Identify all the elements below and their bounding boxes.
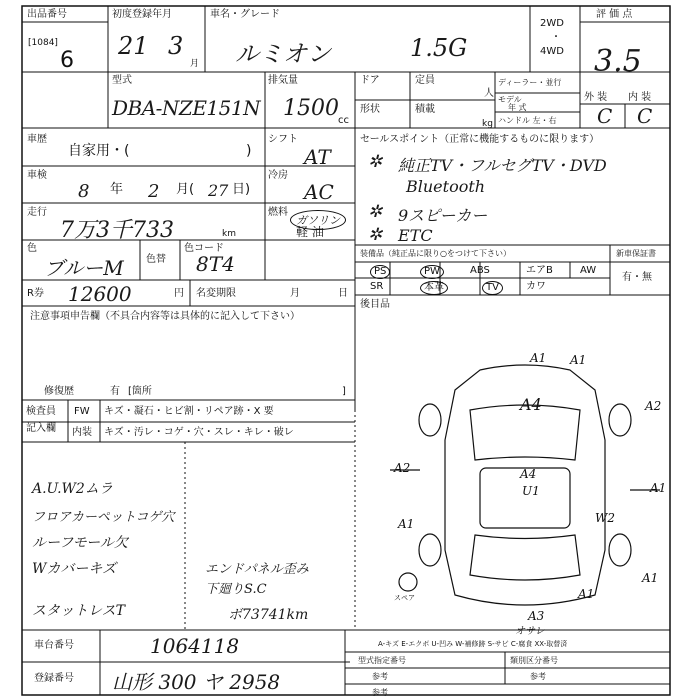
interior-grade: C xyxy=(637,104,653,128)
lot-number: 6 xyxy=(60,48,74,73)
fw-label: FW xyxy=(74,406,90,417)
chassis-label: 車台番号 xyxy=(34,640,74,651)
note-line: 下廻りS.C xyxy=(205,582,267,597)
equipment-label: 装備品（純正品に限り○をつけて下さい） xyxy=(360,249,511,258)
damage-mark: U1 xyxy=(522,484,540,498)
inspection-label: 車検 xyxy=(27,170,47,181)
color-change-label: 色替 xyxy=(146,254,166,265)
note-line: スタットレスT xyxy=(32,603,125,619)
damage-mark: W2 xyxy=(595,511,615,525)
damage-mark: オサレ xyxy=(515,626,545,637)
registration-label: 登録番号 xyxy=(34,673,74,684)
selling-star-icon: ✲ xyxy=(368,152,383,172)
warranty-label: 新車保証書 xyxy=(616,249,656,258)
inspection-year: 8 xyxy=(78,181,90,202)
damage-mark: A1 xyxy=(398,517,415,531)
damage-mark: A1 xyxy=(570,353,587,367)
drive-4wd: 4WD xyxy=(540,46,564,57)
year-label: 年 式 xyxy=(508,103,527,112)
car-grade: 1.5G xyxy=(410,34,468,62)
capacity-unit: 人 xyxy=(484,88,494,99)
equip-leather-seat: カワ xyxy=(526,281,546,292)
note-line: ボ73741km xyxy=(228,607,309,623)
color-code-value: 8T4 xyxy=(196,252,235,276)
color-value: ブルーM xyxy=(44,256,124,280)
color-code-label: 色コード xyxy=(184,243,224,254)
reference-label: 参考 xyxy=(530,672,546,681)
inspection-month-unit: 月( xyxy=(176,182,195,197)
day-unit: 日 xyxy=(338,288,348,299)
lot-number-label: 出品番号 xyxy=(27,9,67,20)
mileage-value: 7万3千733 xyxy=(60,218,174,243)
door-label: ドア xyxy=(360,75,380,86)
note-line: Wカバーキズ xyxy=(32,561,117,577)
damage-mark: A1 xyxy=(530,351,547,365)
first-registration-label: 初度登録年月 xyxy=(112,9,172,20)
damage-mark: A2 xyxy=(645,399,662,413)
inspection-year-unit: 年 xyxy=(110,182,124,197)
equip-tv: TV xyxy=(482,281,503,295)
exterior-label: 外 装 xyxy=(584,92,608,103)
model-value: DBA-NZE151N xyxy=(112,96,261,120)
model-label: 型式 xyxy=(112,75,132,86)
color-label: 色 xyxy=(27,243,37,254)
seat-label: 後目品 xyxy=(360,299,390,310)
km-unit: km xyxy=(222,229,236,239)
selling-item: 純正TV・フルセグTV・DVD xyxy=(398,156,607,175)
capacity-label: 定員 xyxy=(415,75,435,86)
displacement-label: 排気量 xyxy=(268,75,298,86)
ac-label: 冷房 xyxy=(268,170,288,181)
selling-item: Bluetooth xyxy=(406,177,486,196)
month-unit: 月 xyxy=(290,288,300,299)
selling-points-label: セールスポイント（正常に機能するものに限ります） xyxy=(360,134,600,145)
history-close: ) xyxy=(246,143,252,159)
recycle-value: 12600 xyxy=(68,282,132,306)
equip-pw: PW xyxy=(420,265,444,279)
damage-mark: A1 xyxy=(578,587,595,601)
evaluation-label: 評 価 点 xyxy=(596,9,633,20)
report-label: 注意事項申告欄（不具合内容等は具体的に記入して下さい） xyxy=(30,311,300,322)
name-change-label: 名変期限 xyxy=(196,288,236,299)
selling-star-icon: ✲ xyxy=(368,225,383,245)
equip-aw: AW xyxy=(580,265,597,276)
exterior-grade: C xyxy=(597,104,613,128)
damage-mark: A4 xyxy=(520,395,542,414)
interior-inspect-items: キズ・汚レ・コゲ・穴・スレ・キレ・破レ xyxy=(104,427,294,438)
selling-item: 9スピーカー xyxy=(398,206,488,225)
model-year-label: モデル xyxy=(498,95,522,104)
history-label: 車歴 xyxy=(27,134,47,145)
selling-star-icon: ✲ xyxy=(368,202,383,222)
chassis-number: 1064118 xyxy=(150,634,240,658)
damage-mark: A1 xyxy=(642,571,659,585)
equip-airbag: エアB xyxy=(526,265,553,276)
car-damage-diagram xyxy=(380,350,670,637)
damage-legend: A-キズ E-エクボ U-凹み W-補修跡 S-サビ C-腐食 XX-取替済 xyxy=(378,640,568,648)
repair-label: 修復歴 xyxy=(44,386,74,397)
displacement-value: 1500 xyxy=(283,96,339,121)
dealer-label: ディーラー・並行 xyxy=(498,78,562,87)
recycle-label: R券 xyxy=(27,288,44,299)
drive-separator: ・ xyxy=(551,32,561,43)
inspector-field-label: 記入欄 xyxy=(26,423,56,434)
type-designation-label: 型式指定番号 xyxy=(358,656,406,665)
inspection-month: 2 xyxy=(148,181,160,202)
car-name: ルミオン xyxy=(235,40,331,68)
reference-label: 参考 xyxy=(372,688,388,697)
warranty-value: 有・無 xyxy=(622,272,652,283)
equip-leather: 本革 xyxy=(420,281,448,295)
fuel-label: 燃料 xyxy=(268,207,288,218)
registration-number: 山形 300 ヤ 2958 xyxy=(112,670,281,694)
repair-close: ] xyxy=(342,386,346,397)
fuel-value: ガソリン xyxy=(290,210,346,230)
car-name-grade-label: 車名・グレード xyxy=(210,9,280,20)
class-number-label: 類別区分番号 xyxy=(510,656,558,665)
inspection-day-unit: 日) xyxy=(232,182,251,197)
damage-mark: A3 xyxy=(528,609,545,623)
inspector-label: 検査員 xyxy=(26,406,56,417)
cc-unit: cc xyxy=(338,115,349,126)
damage-mark: A2 xyxy=(394,461,411,475)
note-line: A.U.W2ムラ xyxy=(32,481,113,497)
registration-month-unit: 月 xyxy=(190,59,200,69)
history-value: 自家用・( xyxy=(68,143,130,159)
note-line: ルーフモール欠 xyxy=(32,535,128,551)
shape-label: 形状 xyxy=(360,104,380,115)
fuel-diesel: 軽 油 xyxy=(296,225,324,239)
drive-2wd: 2WD xyxy=(540,18,564,29)
selling-item: ETC xyxy=(398,226,433,245)
registration-month: 3 xyxy=(168,32,184,60)
equip-sr: SR xyxy=(370,281,384,292)
interior-inspect-label: 内装 xyxy=(72,427,92,438)
inspection-day: 27 xyxy=(208,181,229,200)
repair-part: [箇所 xyxy=(128,386,152,397)
damage-mark: A1 xyxy=(650,481,667,495)
registration-year: 21 xyxy=(118,32,149,60)
shift-label: シフト xyxy=(268,134,298,145)
interior-label: 内 装 xyxy=(628,92,652,103)
shift-value: AT xyxy=(304,145,331,169)
equip-ps: PS xyxy=(370,265,390,279)
kg-unit: kg xyxy=(482,119,493,129)
load-label: 積載 xyxy=(415,104,435,115)
equip-abs: ABS xyxy=(470,265,490,276)
note-line: エンドパネル歪み xyxy=(205,562,309,577)
note-line: フロアカーペットコゲ穴 xyxy=(32,510,175,525)
spare-label: スペア xyxy=(394,594,415,602)
evaluation-score: 3.5 xyxy=(594,44,642,79)
mileage-label: 走行 xyxy=(27,207,47,218)
damage-mark: A4 xyxy=(520,467,537,481)
repair-value: 有 xyxy=(110,386,120,397)
yen-unit: 円 xyxy=(174,288,184,299)
handle-label: ハンドル 左・右 xyxy=(498,116,557,125)
reference-label: 参考 xyxy=(372,672,388,681)
fw-items: キズ・凝石・ヒビ割・リペア跡・X 要 xyxy=(104,406,274,417)
ac-value: AC xyxy=(304,180,334,204)
lot-id: [1084] xyxy=(28,38,58,48)
